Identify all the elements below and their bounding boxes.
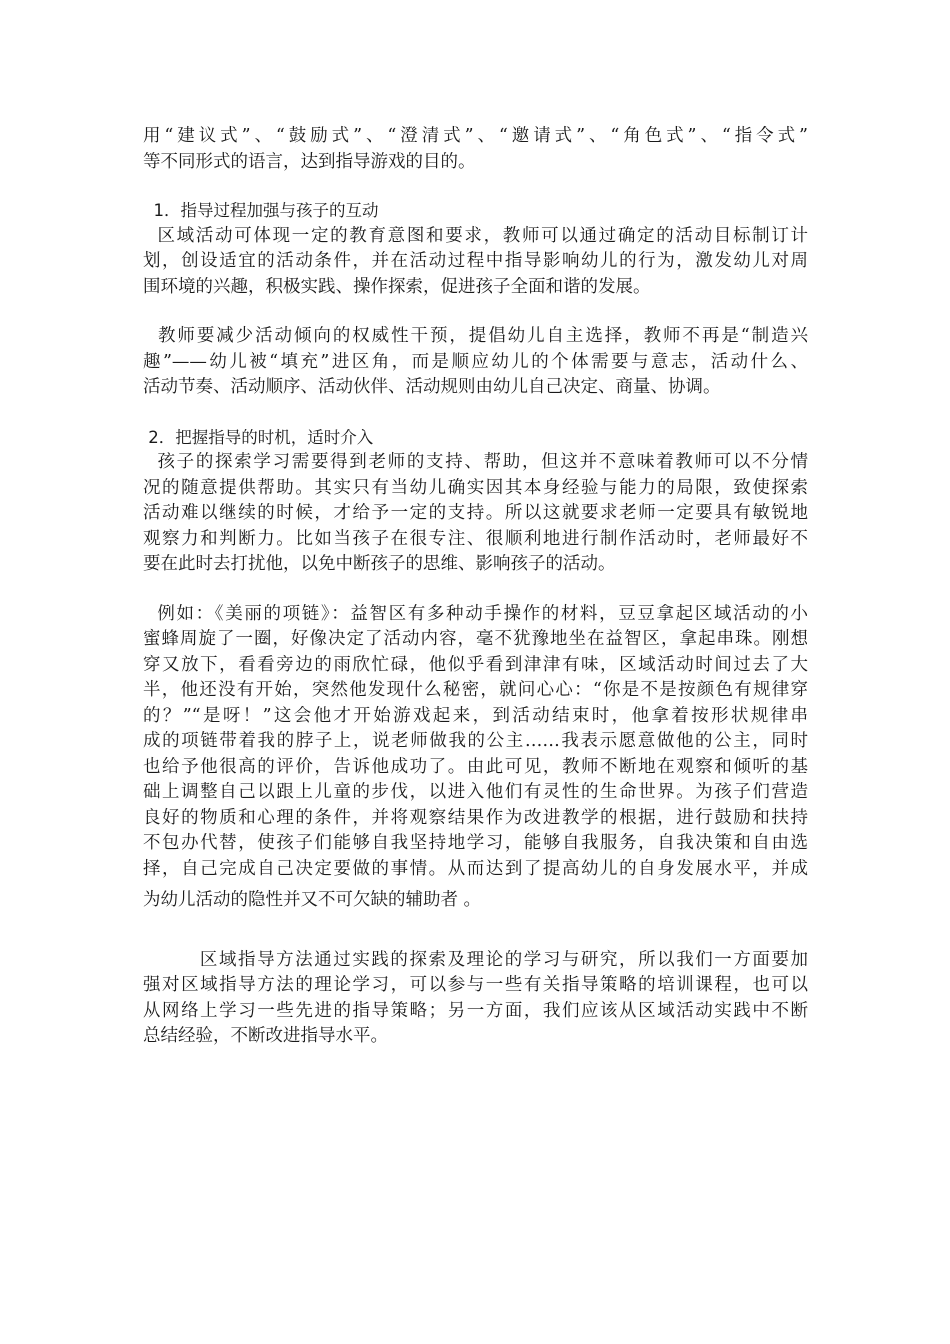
paragraph-line: 活动难以继续的时候，才给予一定的支持。所以这就要求老师一定要具有敏锐地: [143, 503, 808, 523]
conclusion-line: 强对区域指导方法的理论学习，可以参与一些有关指导策略的培训课程，也可以: [143, 975, 808, 995]
example-line: 也给予他很高的评价，告诉他成功了。由此可见，教师不断地在观察和倾听的基: [143, 756, 808, 777]
paragraph-line: 况的随意提供帮助。其实只有当幼儿确实因其本身经验与能力的局限，致使探索: [143, 477, 808, 498]
conclusion-paragraph: [143, 948, 808, 1050]
section-2: [143, 425, 808, 914]
paragraph-line: 围环境的兴趣，积极实践、操作探索，促进孩子全面和谐的发展。: [143, 276, 651, 297]
conclusion-line: 从网络上学习一些先进的指导策略；另一方面，我们应该从区域活动实践中不断: [143, 1000, 808, 1021]
section-2-paragraph-1: [143, 450, 808, 578]
example-line: 例如：《美丽的项链》：益智区有多种动手操作的材料，豆豆拿起区域活动的小: [143, 603, 808, 624]
paragraph-line: 要在此时去打扰他，以免中断孩子的思维、影响孩子的活动。: [143, 554, 616, 574]
example-line: 为幼儿活动的隐性并又不可欠缺的辅助者 。: [143, 890, 482, 910]
section-2-heading: 2．把握指导的时机，适时介入: [143, 427, 374, 447]
conclusion-line: 总结经验，不断改进指导水平。: [143, 1026, 388, 1046]
intro-line: 等不同形式的语言，达到指导游戏的目的。: [143, 151, 476, 172]
example-line: 择，自己完成自己决定要做的事情。从而达到了提高幼儿的自身发展水平，并成: [143, 858, 808, 879]
paragraph-line: 区域活动可体现一定的教育意图和要求，教师可以通过确定的活动目标制订计: [143, 225, 808, 246]
section-1-paragraph-1: [143, 224, 808, 301]
paragraph-line: 划，创设适宜的活动条件，并在活动过程中指导影响幼儿的行为，激发幼儿对周: [143, 251, 808, 271]
paragraph-line: 活动节奏、活动顺序、活动伙伴、活动规则由幼儿自己决定、商量、协调。: [143, 377, 721, 397]
intro-line: 用“建议式”、“鼓励式”、“澄清式”、“邀请式”、“角色式”、“指令式”: [143, 126, 808, 146]
example-line: 的？”“是呀！”这会他才开始游戏起来，到活动结束时，他拿着按形状规律串: [143, 705, 808, 726]
section-1-heading: 1．指导过程加强与孩子的互动: [143, 201, 379, 220]
intro-paragraph: [143, 124, 808, 175]
example-line: 良好的物质和心理的条件，并将观察结果作为改进教学的根据，进行鼓励和扶持: [143, 807, 808, 828]
example-line: 成的项链带着我的脖子上，说老师做我的公主……我表示愿意做他的公主，同时: [143, 731, 808, 751]
paragraph-line: 教师要减少活动倾向的权威性干预，提倡幼儿自主选择，教师不再是“制造兴: [143, 326, 808, 346]
paragraph-line: 趣”——幼儿被“填充”进区角，而是顺应幼儿的个体需要与意志，活动什么、: [143, 351, 808, 372]
section-1: [143, 198, 808, 401]
example-line: 蜜蜂周旋了一圈，好像决定了活动内容，毫不犹豫地坐在益智区，拿起串珠。刚想: [143, 629, 808, 649]
conclusion-line: 区域指导方法通过实践的探索及理论的学习与研究，所以我们一方面要加: [143, 949, 808, 970]
paragraph-line: 观察力和判断力。比如当孩子在很专注、很顺利地进行制作活动时，老师最好不: [143, 528, 808, 549]
section-1-paragraph-2: [143, 324, 808, 401]
document-page: [143, 124, 808, 1050]
example-paragraph: [143, 602, 808, 914]
example-line: 半，他还没有开始，突然他发现什么秘密，就问心心：“你是不是按颜色有规律穿: [143, 680, 808, 700]
example-line: 穿又放下，看看旁边的雨欣忙碌，他似乎看到津津有味，区域活动时间过去了大: [143, 654, 808, 675]
example-line: 不包办代替，使孩子们能够自我坚持地学习，能够自我服务，自我决策和自由选: [143, 833, 808, 853]
paragraph-line: 孩子的探索学习需要得到老师的支持、帮助，但这并不意味着教师可以不分情: [143, 452, 808, 472]
example-line: 础上调整自己以跟上儿童的步伐，以进入他们有灵性的生命世界。为孩子们营造: [143, 782, 808, 802]
